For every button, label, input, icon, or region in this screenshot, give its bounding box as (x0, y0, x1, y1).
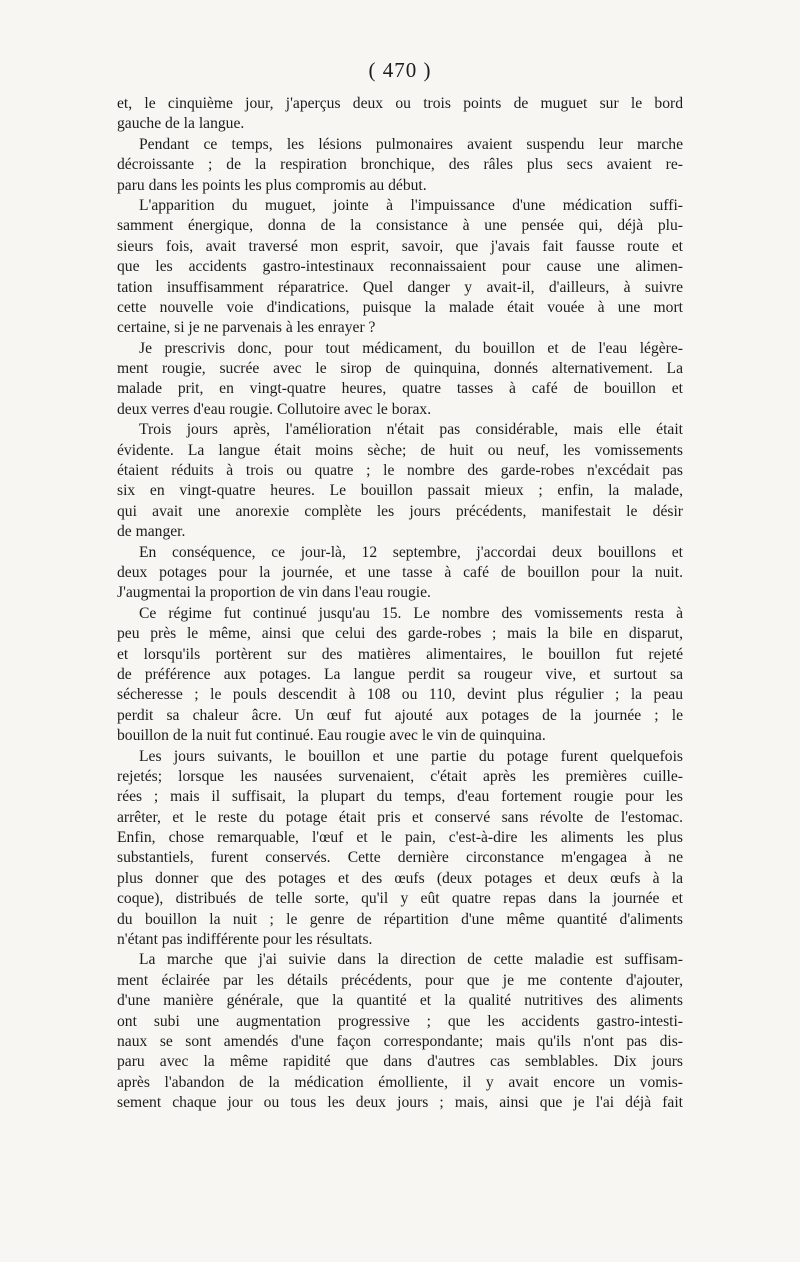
text-line: certaine, si je ne parvenais à les enrayer ? (117, 319, 376, 337)
text-line: paru dans les points les plus compromis au début. (117, 176, 427, 194)
text-line: que les accidents gastro-intestinaux reconnaissaient pour cause une alimen- (117, 258, 683, 276)
text-line: bouillon de la nuit fut continué. Eau rougie avec le vin de quinquina. (117, 727, 546, 745)
text-line: En conséquence, ce jour-là, 12 septembre, j'accordai deux bouillons et (139, 543, 683, 561)
text-line: Enfin, chose remarquable, l'œuf et le pain, c'est-à-dire les aliments les plus (117, 829, 683, 847)
text-line: décroissante ; de la respiration bronchique, des râles plus secs avaient re- (117, 156, 683, 174)
text-line: malade prit, en vingt-quatre heures, quatre tasses à café de bouillon et (117, 380, 683, 398)
text-line: rées ; mais il suffisait, la plupart du temps, d'eau fortement rougie pour les (117, 788, 683, 806)
text-line: Ce régime fut continué jusqu'au 15. Le nombre des vomissements resta à (139, 604, 683, 622)
text-line: coque), distribués de telle sorte, qu'il y eût quatre repas dans la journée et (117, 890, 683, 908)
text-line: naux se sont amendés d'une façon correspondante; mais qu'ils n'ont pas dis- (117, 1032, 683, 1050)
text-line: La marche que j'ai suivie dans la direction de cette maladie est suffisam- (139, 951, 683, 969)
text-line: sieurs fois, avait traversé mon esprit, savoir, que j'avais fait fausse route et (117, 237, 683, 255)
text-line: arrêter, et le reste du potage était pris et conservé sans révolte de l'estomac. (117, 808, 683, 826)
page-number: ( 470 ) (368, 58, 432, 82)
body-text (117, 94, 683, 1114)
text-line: étaient réduits à trois ou quatre ; le nombre des garde-robes n'excédait pas (117, 462, 683, 480)
text-line: après l'abandon de la médication émolliente, il y avait encore un vomis- (117, 1073, 683, 1091)
text-line: six en vingt-quatre heures. Le bouillon passait mieux ; enfin, la malade, (117, 482, 683, 500)
text-line: substantiels, furent conservés. Cette dernière circonstance m'engagea à ne (117, 849, 683, 867)
text-line: perdit sa chaleur âcre. Un œuf fut ajouté aux potages de la journée ; le (117, 706, 683, 724)
text-line: Je prescrivis donc, pour tout médicament, du bouillon et de l'eau légère- (139, 339, 683, 357)
text-line: évidente. La langue était moins sèche; de huit ou neuf, les vomissements (117, 441, 683, 459)
text-line: deux verres d'eau rougie. Collutoire avec le borax. (117, 400, 432, 418)
text-line: et, le cinquième jour, j'aperçus deux ou trois points de muguet sur le bord (117, 95, 683, 112)
text-line: tation insuffisamment réparatrice. Quel danger y avait-il, d'ailleurs, à suivre (117, 278, 683, 296)
text-line: cette nouvelle voie d'indications, puisque la malade était vouée à une mort (117, 298, 683, 316)
text-line: sécheresse ; le pouls descendit à 108 ou 110, devint plus régulier ; la peau (117, 686, 683, 704)
text-line: samment énergique, donna de la consistance à une pensée qui, déjà plu- (117, 217, 683, 235)
text-line: sement chaque jour ou tous les deux jours ; mais, ainsi que je l'ai déjà fait (117, 1094, 683, 1112)
text-line: ment rougie, sucrée avec le sirop de quinquina, donnés alternativement. La (117, 360, 683, 378)
text-line: Les jours suivants, le bouillon et une partie du potage furent quelquefois (139, 747, 683, 765)
text-line: Pendant ce temps, les lésions pulmonaires avaient suspendu leur marche (139, 135, 683, 153)
text-line: du bouillon la nuit ; le genre de répartition d'une même quantité d'aliments (117, 910, 683, 928)
text-line: n'étant pas indifférente pour les résultats. (117, 931, 373, 949)
text-line: rejetés; lorsque les nausées survenaient, c'était après les premières cuille- (117, 767, 683, 785)
text-line: J'augmentai la proportion de vin dans l'eau rougie. (117, 584, 431, 602)
text-line: ont subi une augmentation progressive ; que les accidents gastro-intesti- (117, 1012, 683, 1030)
text-line: plus donner que des potages et des œufs (deux potages et deux œufs à la (117, 869, 683, 887)
text-line: Trois jours après, l'amélioration n'était pas considérable, mais elle était (139, 421, 683, 439)
text-line: gauche de la langue. (117, 115, 245, 133)
text-line: paru avec la même rapidité que dans d'autres cas semblables. Dix jours (117, 1053, 683, 1071)
text-line: de préférence aux potages. La langue perdit sa rougeur vive, et surtout sa (117, 665, 683, 683)
text-line: ment éclairée par les détails précédents, pour que je me contente d'ajouter, (117, 971, 683, 989)
text-line: de manger. (117, 523, 186, 541)
text-line: et lorsqu'ils portèrent sur des matières alimentaires, le bouillon fut rejeté (117, 645, 683, 663)
text-line: d'une manière générale, que la quantité et la qualité nutritives des aliments (117, 992, 683, 1010)
text-line: deux potages pour la journée, et une tasse à café de bouillon pour la nuit. (117, 563, 683, 581)
text-line: L'apparition du muguet, jointe à l'impuissance d'une médication suffi- (139, 196, 683, 214)
text-line: qui avait une anorexie complète les jours précédents, manifestait le désir (117, 502, 683, 520)
text-line: peu près le même, ainsi que celui des garde-robes ; mais la bile en disparut, (117, 625, 683, 643)
